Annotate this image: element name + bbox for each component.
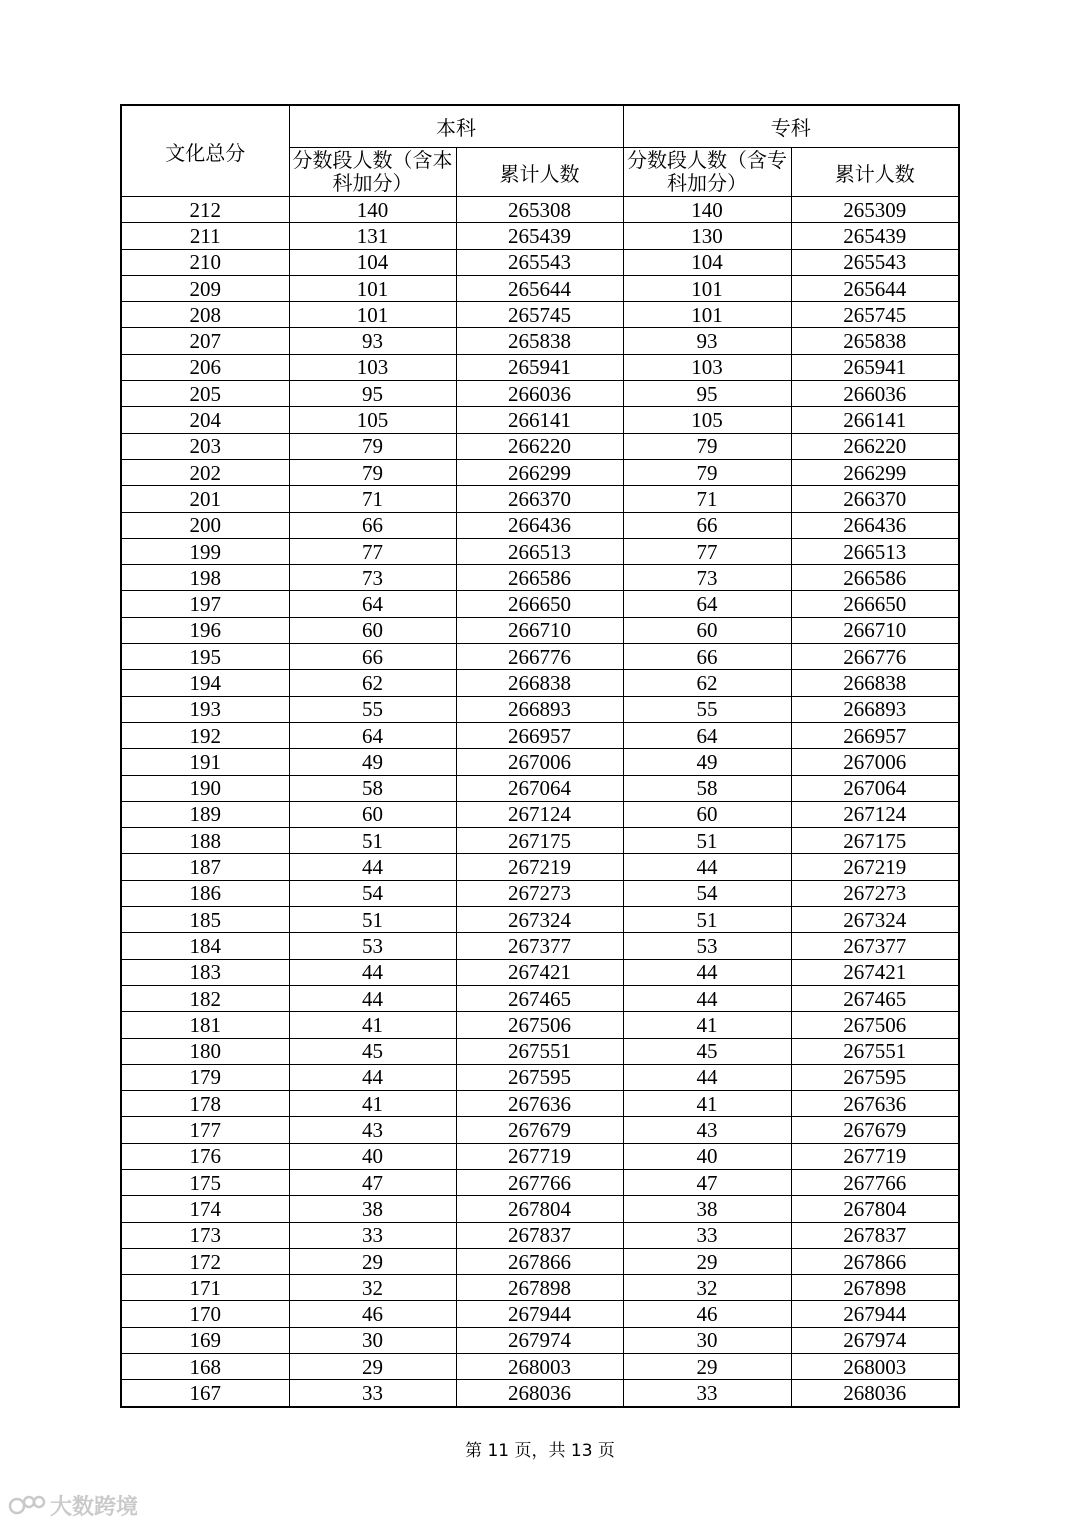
table-row — [121, 1380, 959, 1407]
cell-zhuanke-count: 46 — [623, 1301, 791, 1327]
cell-benke-count: 43 — [289, 1117, 456, 1143]
cell-zhuanke-count: 44 — [623, 959, 791, 985]
header-benke-cumulative: 累计人数 — [456, 148, 623, 197]
table-row — [121, 197, 959, 223]
cell-zhuanke-count: 130 — [623, 223, 791, 249]
cell-benke-count: 49 — [289, 749, 456, 775]
cell-benke-count: 38 — [289, 1196, 456, 1222]
table-row — [121, 1354, 959, 1380]
cell-zhuanke-count: 95 — [623, 381, 791, 407]
watermark-logo-icon — [8, 1492, 46, 1520]
cell-score: 180 — [121, 1038, 289, 1064]
cell-benke-cumulative: 265838 — [456, 328, 623, 354]
cell-zhuanke-count: 66 — [623, 644, 791, 670]
header-group-benke: 本科 — [289, 105, 623, 148]
cell-zhuanke-count: 58 — [623, 775, 791, 801]
cell-zhuanke-cumulative: 267837 — [791, 1222, 959, 1248]
cell-zhuanke-cumulative: 266436 — [791, 512, 959, 538]
cell-benke-count: 62 — [289, 670, 456, 696]
cell-zhuanke-cumulative: 267124 — [791, 801, 959, 827]
cell-zhuanke-cumulative: 266513 — [791, 538, 959, 564]
table-row — [121, 1169, 959, 1195]
cell-zhuanke-cumulative: 266838 — [791, 670, 959, 696]
cell-zhuanke-cumulative: 266957 — [791, 722, 959, 748]
cell-zhuanke-cumulative: 267719 — [791, 1143, 959, 1169]
cell-benke-cumulative: 267377 — [456, 933, 623, 959]
table-row — [121, 749, 959, 775]
cell-benke-count: 40 — [289, 1143, 456, 1169]
cell-zhuanke-cumulative: 267974 — [791, 1327, 959, 1353]
cell-benke-cumulative: 265941 — [456, 354, 623, 380]
cell-benke-cumulative: 267219 — [456, 854, 623, 880]
table-row — [121, 1038, 959, 1064]
cell-benke-cumulative: 266893 — [456, 696, 623, 722]
header-zhuanke-cumulative: 累计人数 — [791, 148, 959, 197]
table-row — [121, 302, 959, 328]
cell-benke-count: 54 — [289, 880, 456, 906]
cell-zhuanke-count: 51 — [623, 907, 791, 933]
cell-benke-cumulative: 267898 — [456, 1275, 623, 1301]
table-row — [121, 433, 959, 459]
cell-zhuanke-count: 33 — [623, 1380, 791, 1407]
cell-zhuanke-cumulative: 267766 — [791, 1169, 959, 1195]
table-row — [121, 538, 959, 564]
cell-zhuanke-cumulative: 266299 — [791, 459, 959, 485]
cell-score: 170 — [121, 1301, 289, 1327]
cell-benke-cumulative: 267719 — [456, 1143, 623, 1169]
cell-benke-cumulative: 267506 — [456, 1012, 623, 1038]
cell-benke-cumulative: 266776 — [456, 644, 623, 670]
cell-score: 176 — [121, 1143, 289, 1169]
cell-score: 201 — [121, 486, 289, 512]
cell-score: 211 — [121, 223, 289, 249]
cell-zhuanke-count: 105 — [623, 407, 791, 433]
cell-benke-count: 93 — [289, 328, 456, 354]
cell-zhuanke-cumulative: 267804 — [791, 1196, 959, 1222]
table-row — [121, 1301, 959, 1327]
cell-zhuanke-count: 32 — [623, 1275, 791, 1301]
cell-zhuanke-cumulative: 267551 — [791, 1038, 959, 1064]
cell-benke-cumulative: 266513 — [456, 538, 623, 564]
cell-benke-count: 66 — [289, 644, 456, 670]
cell-benke-cumulative: 267006 — [456, 749, 623, 775]
table-row — [121, 591, 959, 617]
cell-benke-count: 32 — [289, 1275, 456, 1301]
cell-zhuanke-count: 33 — [623, 1222, 791, 1248]
cell-zhuanke-count: 29 — [623, 1354, 791, 1380]
cell-benke-cumulative: 265308 — [456, 197, 623, 223]
cell-score: 204 — [121, 407, 289, 433]
cell-score: 169 — [121, 1327, 289, 1353]
table-row — [121, 722, 959, 748]
cell-zhuanke-cumulative: 267421 — [791, 959, 959, 985]
cell-score: 179 — [121, 1064, 289, 1090]
table-row — [121, 1117, 959, 1143]
cell-benke-count: 53 — [289, 933, 456, 959]
cell-benke-cumulative: 267175 — [456, 828, 623, 854]
cell-benke-cumulative: 266957 — [456, 722, 623, 748]
cell-score: 193 — [121, 696, 289, 722]
header-group-zhuanke: 专科 — [623, 105, 959, 148]
cell-score: 208 — [121, 302, 289, 328]
table-row — [121, 354, 959, 380]
cell-score: 197 — [121, 591, 289, 617]
cell-zhuanke-cumulative: 268003 — [791, 1354, 959, 1380]
cell-score: 178 — [121, 1091, 289, 1117]
cell-score: 175 — [121, 1169, 289, 1195]
cell-benke-cumulative: 267595 — [456, 1064, 623, 1090]
cell-benke-count: 105 — [289, 407, 456, 433]
page-number: 第 11 页，共 13 页 — [465, 1441, 615, 1461]
cell-score: 198 — [121, 565, 289, 591]
cell-benke-cumulative: 268036 — [456, 1380, 623, 1407]
cell-benke-count: 55 — [289, 696, 456, 722]
cell-zhuanke-count: 103 — [623, 354, 791, 380]
cell-zhuanke-count: 49 — [623, 749, 791, 775]
cell-score: 174 — [121, 1196, 289, 1222]
table-row — [121, 328, 959, 354]
cell-zhuanke-count: 44 — [623, 854, 791, 880]
cell-zhuanke-cumulative: 267465 — [791, 985, 959, 1011]
cell-benke-count: 73 — [289, 565, 456, 591]
cell-zhuanke-cumulative: 267006 — [791, 749, 959, 775]
table-row — [121, 933, 959, 959]
table-row — [121, 959, 959, 985]
cell-score: 181 — [121, 1012, 289, 1038]
cell-zhuanke-count: 55 — [623, 696, 791, 722]
cell-benke-cumulative: 266436 — [456, 512, 623, 538]
table-row — [121, 459, 959, 485]
cell-zhuanke-cumulative: 268036 — [791, 1380, 959, 1407]
cell-zhuanke-cumulative: 266776 — [791, 644, 959, 670]
cell-benke-count: 60 — [289, 617, 456, 643]
cell-benke-count: 131 — [289, 223, 456, 249]
cell-zhuanke-count: 53 — [623, 933, 791, 959]
cell-zhuanke-count: 101 — [623, 275, 791, 301]
cell-score: 206 — [121, 354, 289, 380]
table-row — [121, 223, 959, 249]
table-row — [121, 907, 959, 933]
cell-benke-count: 95 — [289, 381, 456, 407]
cell-benke-count: 44 — [289, 985, 456, 1011]
cell-benke-count: 103 — [289, 354, 456, 380]
cell-score: 185 — [121, 907, 289, 933]
cell-benke-count: 44 — [289, 959, 456, 985]
cell-zhuanke-cumulative: 265543 — [791, 249, 959, 275]
cell-zhuanke-cumulative: 267944 — [791, 1301, 959, 1327]
table-row — [121, 381, 959, 407]
score-table-container — [120, 104, 958, 1408]
table-row — [121, 670, 959, 696]
cell-score: 203 — [121, 433, 289, 459]
cell-benke-cumulative: 267837 — [456, 1222, 623, 1248]
cell-zhuanke-cumulative: 265941 — [791, 354, 959, 380]
cell-benke-count: 101 — [289, 302, 456, 328]
cell-benke-cumulative: 267866 — [456, 1248, 623, 1274]
cell-benke-count: 29 — [289, 1248, 456, 1274]
table-row — [121, 1327, 959, 1353]
table-row — [121, 565, 959, 591]
cell-benke-count: 79 — [289, 433, 456, 459]
cell-zhuanke-count: 60 — [623, 617, 791, 643]
cell-zhuanke-cumulative: 265309 — [791, 197, 959, 223]
cell-zhuanke-cumulative: 267506 — [791, 1012, 959, 1038]
table-row — [121, 275, 959, 301]
cell-benke-count: 104 — [289, 249, 456, 275]
watermark — [8, 1490, 138, 1521]
cell-score: 196 — [121, 617, 289, 643]
cell-benke-count: 51 — [289, 907, 456, 933]
cell-zhuanke-cumulative: 266370 — [791, 486, 959, 512]
cell-zhuanke-cumulative: 267324 — [791, 907, 959, 933]
cell-score: 210 — [121, 249, 289, 275]
cell-zhuanke-count: 73 — [623, 565, 791, 591]
cell-benke-count: 44 — [289, 854, 456, 880]
cell-zhuanke-count: 104 — [623, 249, 791, 275]
table-row — [121, 775, 959, 801]
cell-benke-count: 45 — [289, 1038, 456, 1064]
table-body — [121, 197, 959, 1407]
cell-score: 167 — [121, 1380, 289, 1407]
cell-benke-count: 140 — [289, 197, 456, 223]
cell-zhuanke-cumulative: 267273 — [791, 880, 959, 906]
table-row — [121, 696, 959, 722]
table-row — [121, 486, 959, 512]
table-row — [121, 1275, 959, 1301]
cell-score: 207 — [121, 328, 289, 354]
cell-benke-count: 51 — [289, 828, 456, 854]
cell-zhuanke-cumulative: 267679 — [791, 1117, 959, 1143]
cell-benke-cumulative: 265543 — [456, 249, 623, 275]
cell-benke-count: 77 — [289, 538, 456, 564]
cell-score: 209 — [121, 275, 289, 301]
cell-score: 194 — [121, 670, 289, 696]
cell-score: 183 — [121, 959, 289, 985]
header-row-groups — [121, 105, 959, 148]
header-score: 文化总分 — [121, 105, 289, 197]
cell-score: 199 — [121, 538, 289, 564]
table-row — [121, 1064, 959, 1090]
cell-zhuanke-count: 60 — [623, 801, 791, 827]
table-row — [121, 407, 959, 433]
table-row — [121, 1196, 959, 1222]
cell-zhuanke-count: 51 — [623, 828, 791, 854]
cell-benke-cumulative: 267465 — [456, 985, 623, 1011]
cell-zhuanke-cumulative: 267377 — [791, 933, 959, 959]
cell-zhuanke-cumulative: 267175 — [791, 828, 959, 854]
cell-zhuanke-cumulative: 266586 — [791, 565, 959, 591]
cell-benke-cumulative: 267804 — [456, 1196, 623, 1222]
cell-score: 202 — [121, 459, 289, 485]
cell-benke-count: 41 — [289, 1091, 456, 1117]
table-row — [121, 1248, 959, 1274]
cell-score: 171 — [121, 1275, 289, 1301]
cell-zhuanke-count: 79 — [623, 433, 791, 459]
cell-zhuanke-cumulative: 265745 — [791, 302, 959, 328]
cell-score: 168 — [121, 1354, 289, 1380]
cell-benke-cumulative: 267636 — [456, 1091, 623, 1117]
cell-score: 188 — [121, 828, 289, 854]
cell-score: 212 — [121, 197, 289, 223]
cell-zhuanke-cumulative: 266220 — [791, 433, 959, 459]
cell-zhuanke-count: 38 — [623, 1196, 791, 1222]
cell-zhuanke-count: 41 — [623, 1012, 791, 1038]
header-zhuanke-count: 分数段人数（含专科加分） — [623, 148, 791, 197]
cell-benke-cumulative: 265644 — [456, 275, 623, 301]
cell-zhuanke-count: 44 — [623, 985, 791, 1011]
cell-benke-count: 33 — [289, 1222, 456, 1248]
cell-benke-cumulative: 265745 — [456, 302, 623, 328]
cell-benke-cumulative: 267124 — [456, 801, 623, 827]
cell-zhuanke-count: 77 — [623, 538, 791, 564]
cell-benke-cumulative: 266370 — [456, 486, 623, 512]
cell-benke-cumulative: 266710 — [456, 617, 623, 643]
cell-benke-cumulative: 266036 — [456, 381, 623, 407]
cell-benke-count: 47 — [289, 1169, 456, 1195]
table-row — [121, 880, 959, 906]
cell-benke-cumulative: 265439 — [456, 223, 623, 249]
cell-zhuanke-count: 30 — [623, 1327, 791, 1353]
cell-benke-count: 71 — [289, 486, 456, 512]
cell-benke-cumulative: 266220 — [456, 433, 623, 459]
table-row — [121, 1012, 959, 1038]
cell-benke-count: 79 — [289, 459, 456, 485]
cell-zhuanke-count: 45 — [623, 1038, 791, 1064]
cell-benke-cumulative: 266141 — [456, 407, 623, 433]
cell-zhuanke-cumulative: 266141 — [791, 407, 959, 433]
table-row — [121, 249, 959, 275]
cell-score: 192 — [121, 722, 289, 748]
cell-zhuanke-cumulative: 267636 — [791, 1091, 959, 1117]
cell-zhuanke-cumulative: 266650 — [791, 591, 959, 617]
cell-zhuanke-cumulative: 265644 — [791, 275, 959, 301]
cell-zhuanke-count: 140 — [623, 197, 791, 223]
cell-zhuanke-count: 54 — [623, 880, 791, 906]
cell-benke-count: 66 — [289, 512, 456, 538]
cell-zhuanke-count: 64 — [623, 722, 791, 748]
cell-benke-cumulative: 267551 — [456, 1038, 623, 1064]
cell-score: 190 — [121, 775, 289, 801]
cell-benke-cumulative: 267064 — [456, 775, 623, 801]
cell-score: 186 — [121, 880, 289, 906]
cell-zhuanke-count: 41 — [623, 1091, 791, 1117]
cell-benke-cumulative: 267974 — [456, 1327, 623, 1353]
table-row — [121, 801, 959, 827]
cell-zhuanke-cumulative: 267595 — [791, 1064, 959, 1090]
cell-benke-count: 64 — [289, 591, 456, 617]
table-row — [121, 617, 959, 643]
table-row — [121, 644, 959, 670]
cell-benke-cumulative: 266586 — [456, 565, 623, 591]
cell-zhuanke-cumulative: 267866 — [791, 1248, 959, 1274]
cell-score: 173 — [121, 1222, 289, 1248]
cell-benke-count: 46 — [289, 1301, 456, 1327]
cell-zhuanke-cumulative: 267219 — [791, 854, 959, 880]
cell-score: 205 — [121, 381, 289, 407]
cell-zhuanke-cumulative: 266036 — [791, 381, 959, 407]
table-row — [121, 512, 959, 538]
cell-zhuanke-count: 71 — [623, 486, 791, 512]
cell-benke-count: 58 — [289, 775, 456, 801]
cell-zhuanke-count: 29 — [623, 1248, 791, 1274]
cell-zhuanke-cumulative: 265439 — [791, 223, 959, 249]
cell-score: 191 — [121, 749, 289, 775]
cell-zhuanke-count: 47 — [623, 1169, 791, 1195]
cell-zhuanke-count: 64 — [623, 591, 791, 617]
cell-benke-cumulative: 268003 — [456, 1354, 623, 1380]
cell-zhuanke-count: 101 — [623, 302, 791, 328]
cell-zhuanke-cumulative: 265838 — [791, 328, 959, 354]
cell-zhuanke-count: 66 — [623, 512, 791, 538]
table-row — [121, 1222, 959, 1248]
score-distribution-table — [120, 104, 960, 1408]
cell-benke-cumulative: 266650 — [456, 591, 623, 617]
cell-benke-count: 41 — [289, 1012, 456, 1038]
cell-zhuanke-count: 93 — [623, 328, 791, 354]
cell-score: 182 — [121, 985, 289, 1011]
cell-zhuanke-count: 44 — [623, 1064, 791, 1090]
cell-zhuanke-cumulative: 266710 — [791, 617, 959, 643]
cell-zhuanke-count: 79 — [623, 459, 791, 485]
cell-score: 189 — [121, 801, 289, 827]
cell-benke-count: 33 — [289, 1380, 456, 1407]
cell-benke-cumulative: 267421 — [456, 959, 623, 985]
cell-benke-cumulative: 267944 — [456, 1301, 623, 1327]
cell-benke-cumulative: 267324 — [456, 907, 623, 933]
cell-benke-cumulative: 267766 — [456, 1169, 623, 1195]
watermark-text: 大数跨境 — [50, 1495, 139, 1520]
cell-zhuanke-cumulative: 267898 — [791, 1275, 959, 1301]
cell-benke-count: 101 — [289, 275, 456, 301]
cell-benke-cumulative: 267679 — [456, 1117, 623, 1143]
cell-benke-count: 60 — [289, 801, 456, 827]
table-row — [121, 1091, 959, 1117]
cell-benke-count: 29 — [289, 1354, 456, 1380]
table-row — [121, 828, 959, 854]
cell-zhuanke-count: 40 — [623, 1143, 791, 1169]
header-benke-count: 分数段人数（含本科加分） — [289, 148, 456, 197]
cell-benke-count: 30 — [289, 1327, 456, 1353]
table-row — [121, 1143, 959, 1169]
cell-score: 187 — [121, 854, 289, 880]
cell-benke-count: 44 — [289, 1064, 456, 1090]
cell-score: 200 — [121, 512, 289, 538]
cell-score: 177 — [121, 1117, 289, 1143]
cell-benke-cumulative: 267273 — [456, 880, 623, 906]
table-row — [121, 985, 959, 1011]
table-row — [121, 854, 959, 880]
cell-score: 195 — [121, 644, 289, 670]
cell-zhuanke-count: 62 — [623, 670, 791, 696]
cell-zhuanke-cumulative: 267064 — [791, 775, 959, 801]
cell-benke-count: 64 — [289, 722, 456, 748]
cell-benke-cumulative: 266299 — [456, 459, 623, 485]
cell-zhuanke-count: 43 — [623, 1117, 791, 1143]
cell-score: 172 — [121, 1248, 289, 1274]
cell-benke-cumulative: 266838 — [456, 670, 623, 696]
cell-score: 184 — [121, 933, 289, 959]
cell-zhuanke-cumulative: 266893 — [791, 696, 959, 722]
